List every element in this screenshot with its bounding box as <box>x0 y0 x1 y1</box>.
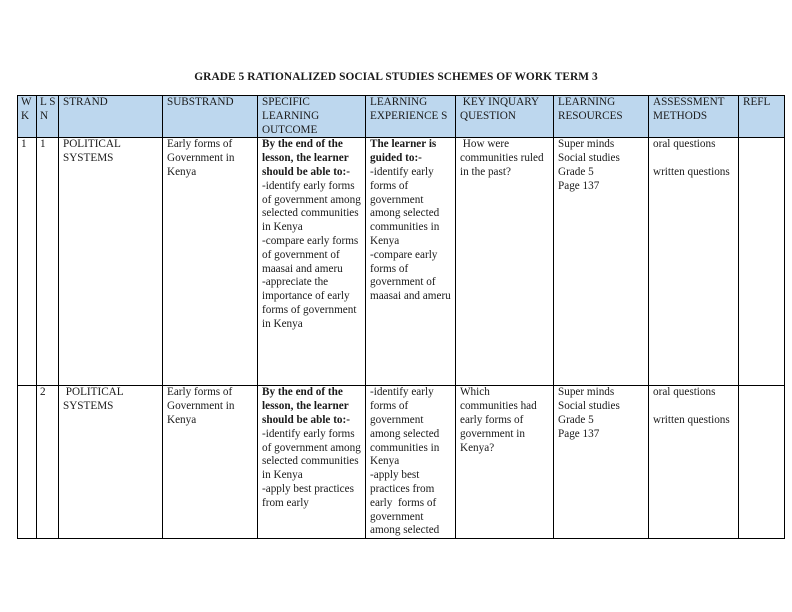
header-strand: STRAND <box>59 96 163 138</box>
header-key-inquiry-question: KEY INQUARY QUESTION <box>456 96 554 138</box>
resource-line: Grade 5 <box>558 165 594 178</box>
cell-substrand: Early forms of Government in Kenya <box>163 138 258 386</box>
assessment-method: written questions <box>653 165 730 178</box>
slo-intro: By the end of the lesson, the learner should be able to:- <box>262 386 350 426</box>
slo-intro: By the end of the lesson, the learner should be able to:- <box>262 138 350 178</box>
spacer <box>653 152 735 166</box>
cell-week <box>18 386 37 539</box>
cell-lesson: 1 <box>37 138 59 386</box>
resource-line: Grade 5 <box>558 413 594 426</box>
table-header-row <box>18 96 785 138</box>
assessment-method: oral questions <box>653 386 716 399</box>
le-item: -identify early forms of government among selected communities in Kenya <box>370 386 440 468</box>
resource-line: Page 137 <box>558 179 600 192</box>
header-learning-experiences: LEARNING EXPERIENCE S <box>366 96 456 138</box>
slo-item: -identify early forms of government among selected communities in Kenya <box>262 179 361 234</box>
le-intro: The learner is guided to:- <box>370 138 437 165</box>
resource-line: Page 137 <box>558 427 600 440</box>
header-learning-resources: LEARNING RESOURCES <box>554 96 649 138</box>
resource-line: Super minds <box>558 386 615 399</box>
le-item: -apply best practices from early forms of government among selected <box>370 469 440 537</box>
header-substrand: SUBSTRAND <box>163 96 258 138</box>
cell-learning-experiences <box>366 386 456 539</box>
cell-specific-learning-outcome <box>258 138 366 386</box>
resource-line: Social studies <box>558 400 620 413</box>
header-specific-learning-outcome: SPECIFIC LEARNING OUTCOME <box>258 96 366 138</box>
header-lesson: L S N <box>37 96 59 138</box>
le-item: -identify early forms of government among selected communities in Kenya <box>370 165 440 247</box>
cell-assessment-methods <box>649 138 739 386</box>
schemes-of-work-table <box>17 95 785 539</box>
table-row <box>18 138 785 386</box>
cell-key-inquiry-question: Which communities had early forms of government in Kenya? <box>456 386 554 539</box>
slo-item: -identify early forms of government among selected communities in Kenya <box>262 427 361 482</box>
cell-week: 1 <box>18 138 37 386</box>
resource-line: Social studies <box>558 152 620 165</box>
table-row <box>18 386 785 539</box>
resource-line: Super minds <box>558 138 615 151</box>
assessment-method: oral questions <box>653 138 716 151</box>
cell-learning-resources <box>554 386 649 539</box>
cell-lesson: 2 <box>37 386 59 539</box>
document-title: GRADE 5 RATIONALIZED SOCIAL STUDIES SCHEMES OF WORK TERM 3 <box>194 71 598 83</box>
spacer <box>653 400 735 414</box>
slo-item: -compare early forms of government of maasai and ameru <box>262 234 359 275</box>
header-assessment-methods: ASSESSMENT METHODS <box>649 96 739 138</box>
le-item: -compare early forms of government of maasai and ameru <box>370 248 451 303</box>
cell-key-inquiry-question: How were communities ruled in the past? <box>456 138 554 386</box>
header-reflection: REFL <box>739 96 785 138</box>
header-week: W K <box>18 96 37 138</box>
cell-specific-learning-outcome <box>258 386 366 539</box>
cell-strand: POLITICAL SYSTEMS <box>59 386 163 539</box>
cell-strand: POLITICAL SYSTEMS <box>59 138 163 386</box>
cell-substrand: Early forms of Government in Kenya <box>163 386 258 539</box>
cell-learning-resources <box>554 138 649 386</box>
cell-learning-experiences <box>366 138 456 386</box>
cell-reflection <box>739 386 785 539</box>
slo-item: -appreciate the importance of early forms of government in Kenya <box>262 276 357 330</box>
cell-assessment-methods <box>649 386 739 539</box>
cell-reflection <box>739 138 785 386</box>
assessment-method: written questions <box>653 413 730 426</box>
slo-item: -apply best practices from early <box>262 482 354 509</box>
